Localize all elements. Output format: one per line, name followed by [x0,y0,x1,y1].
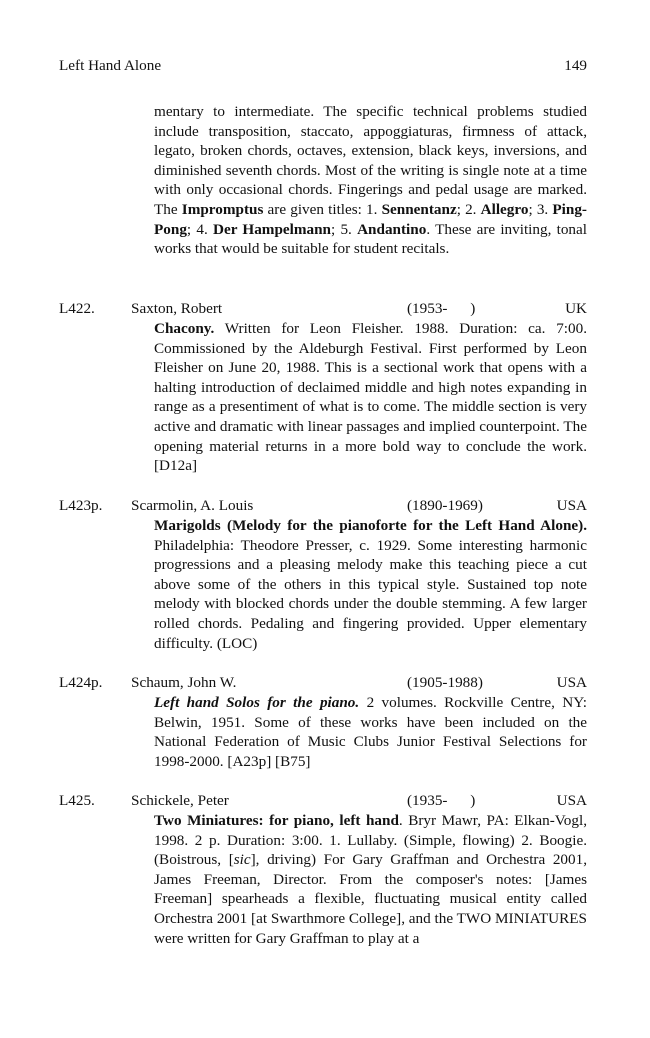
text-run: . Bryr Mawr, PA: Elkan-Vogl, 1998. 2 p. Duration: 3:00. 1. Lullaby. (Simple, flowing) 2. Boogie. (Boistrous, [ [154,812,588,869]
work-title: Andantino [357,220,427,238]
composer-name: Saxton, Robert [131,300,223,317]
page-number: 149 [564,57,587,74]
work-title: Left hand Solos for the piano. [154,694,360,711]
text-run: ; 4. [186,220,213,238]
composer-name: Scarmolin, A. Louis [131,497,254,514]
entry-l424p [59,673,587,771]
work-title: Der Hampelmann [213,220,332,238]
entry-number: L424p. [59,674,103,691]
composer-dates: (1953- ) [407,300,476,317]
continuation-paragraph [154,102,587,259]
text-run: Philadelphia: Theodore Presser, c. 1929. Some interesting harmonic progressions and a pleasing melody make this teaching piece a cut above some of the others in this typical style. Sustained top note melody with blocked chords under the double stemming. A few larger rolled chords. Pedaling and fingering provided. Upper elementary difficulty. (LOC) [154,536,587,652]
entry-number: L423p. [59,497,103,514]
text-run: . These are inviting, tonal works that would be suitable for student recitals. [154,220,587,258]
entry-description [154,693,587,771]
text-run: are given titles: 1. [263,200,382,218]
composer-country: UK [565,300,587,317]
text-run: ; 3. [528,200,553,218]
entry-heading [59,299,587,319]
text-run: 2 volumes. Rockville Centre, NY: Belwin, 1951. Some of these works have been included on the National Federation of Music Clubs Junior Festival Selections for 1998-2000. [A23p] [B75] [154,694,587,770]
text-run: ], driving) For Gary Graffman and Orchestra 2001, James Freeman, Director. From the composer's notes: [James Freeman] spearheads a flexible, fluctuating musical entity called Orchestra 2001 [at Swarthmore College], and the TWO MINIATURES were written for Gary Graffman to play at a [154,851,587,947]
work-title: Sennentanz [381,200,457,218]
composer-country: USA [556,792,587,809]
text-run: Written for Leon Fleisher. 1988. Duration: ca. 7:00. Commissioned by the Aldeburgh Festival. First performed by Leon Fleisher on June 20, 1988. This is a sectional work that opens with a halting introduction of declaimed middle and high notes expanding in range as a presentiment of what is to come. The middle section is very active and dramatic with linear passages and implied counterpoint. The opening material returns in a more bold way to conclude the work. [D12a] [154,320,587,475]
page-header [59,56,587,78]
text-run: ; 5. [331,220,358,238]
work-title: Two Miniatures: for piano, left hand [154,812,399,829]
entry-number: L425. [59,792,95,809]
entry-heading [59,791,587,811]
running-head: Left Hand Alone [59,57,162,74]
text-run: mentary to intermediate. The specific technical problems studied include transposition, staccato, appoggiaturas, firmness of attack, legato, broken chords, octaves, extension, black keys, inversions, and diminished seventh chords. Most of the writing is single note at a time with only occasional chords. Fingerings and pedal usage are marked. The [154,103,587,218]
entry-description [154,319,587,476]
text-run: ; 2. [456,200,481,218]
entry-heading [59,496,587,516]
entry-l422 [59,299,587,476]
composer-dates: (1935- ) [407,792,476,809]
entry-number: L422. [59,300,95,317]
composer-name: Schaum, John W. [131,674,237,691]
entry-description [154,516,587,653]
composer-country: USA [556,674,587,691]
composer-dates: (1890-1969) [407,497,483,514]
work-title: Marigolds (Melody for the pianoforte for the Left Hand Alone). [154,517,587,534]
entry-heading [59,673,587,693]
work-title: Chacony. [154,320,215,337]
work-title: Ping-Pong [154,200,587,238]
work-title: Allegro [480,200,529,218]
composer-dates: (1905-1988) [407,674,483,691]
text-run: sic [233,851,251,869]
entry-description [154,811,587,948]
entry-l423p [59,496,587,653]
composer-country: USA [556,497,587,514]
composer-name: Schickele, Peter [131,792,229,809]
entry-l425 [59,791,587,948]
work-title: Impromptus [181,200,264,218]
